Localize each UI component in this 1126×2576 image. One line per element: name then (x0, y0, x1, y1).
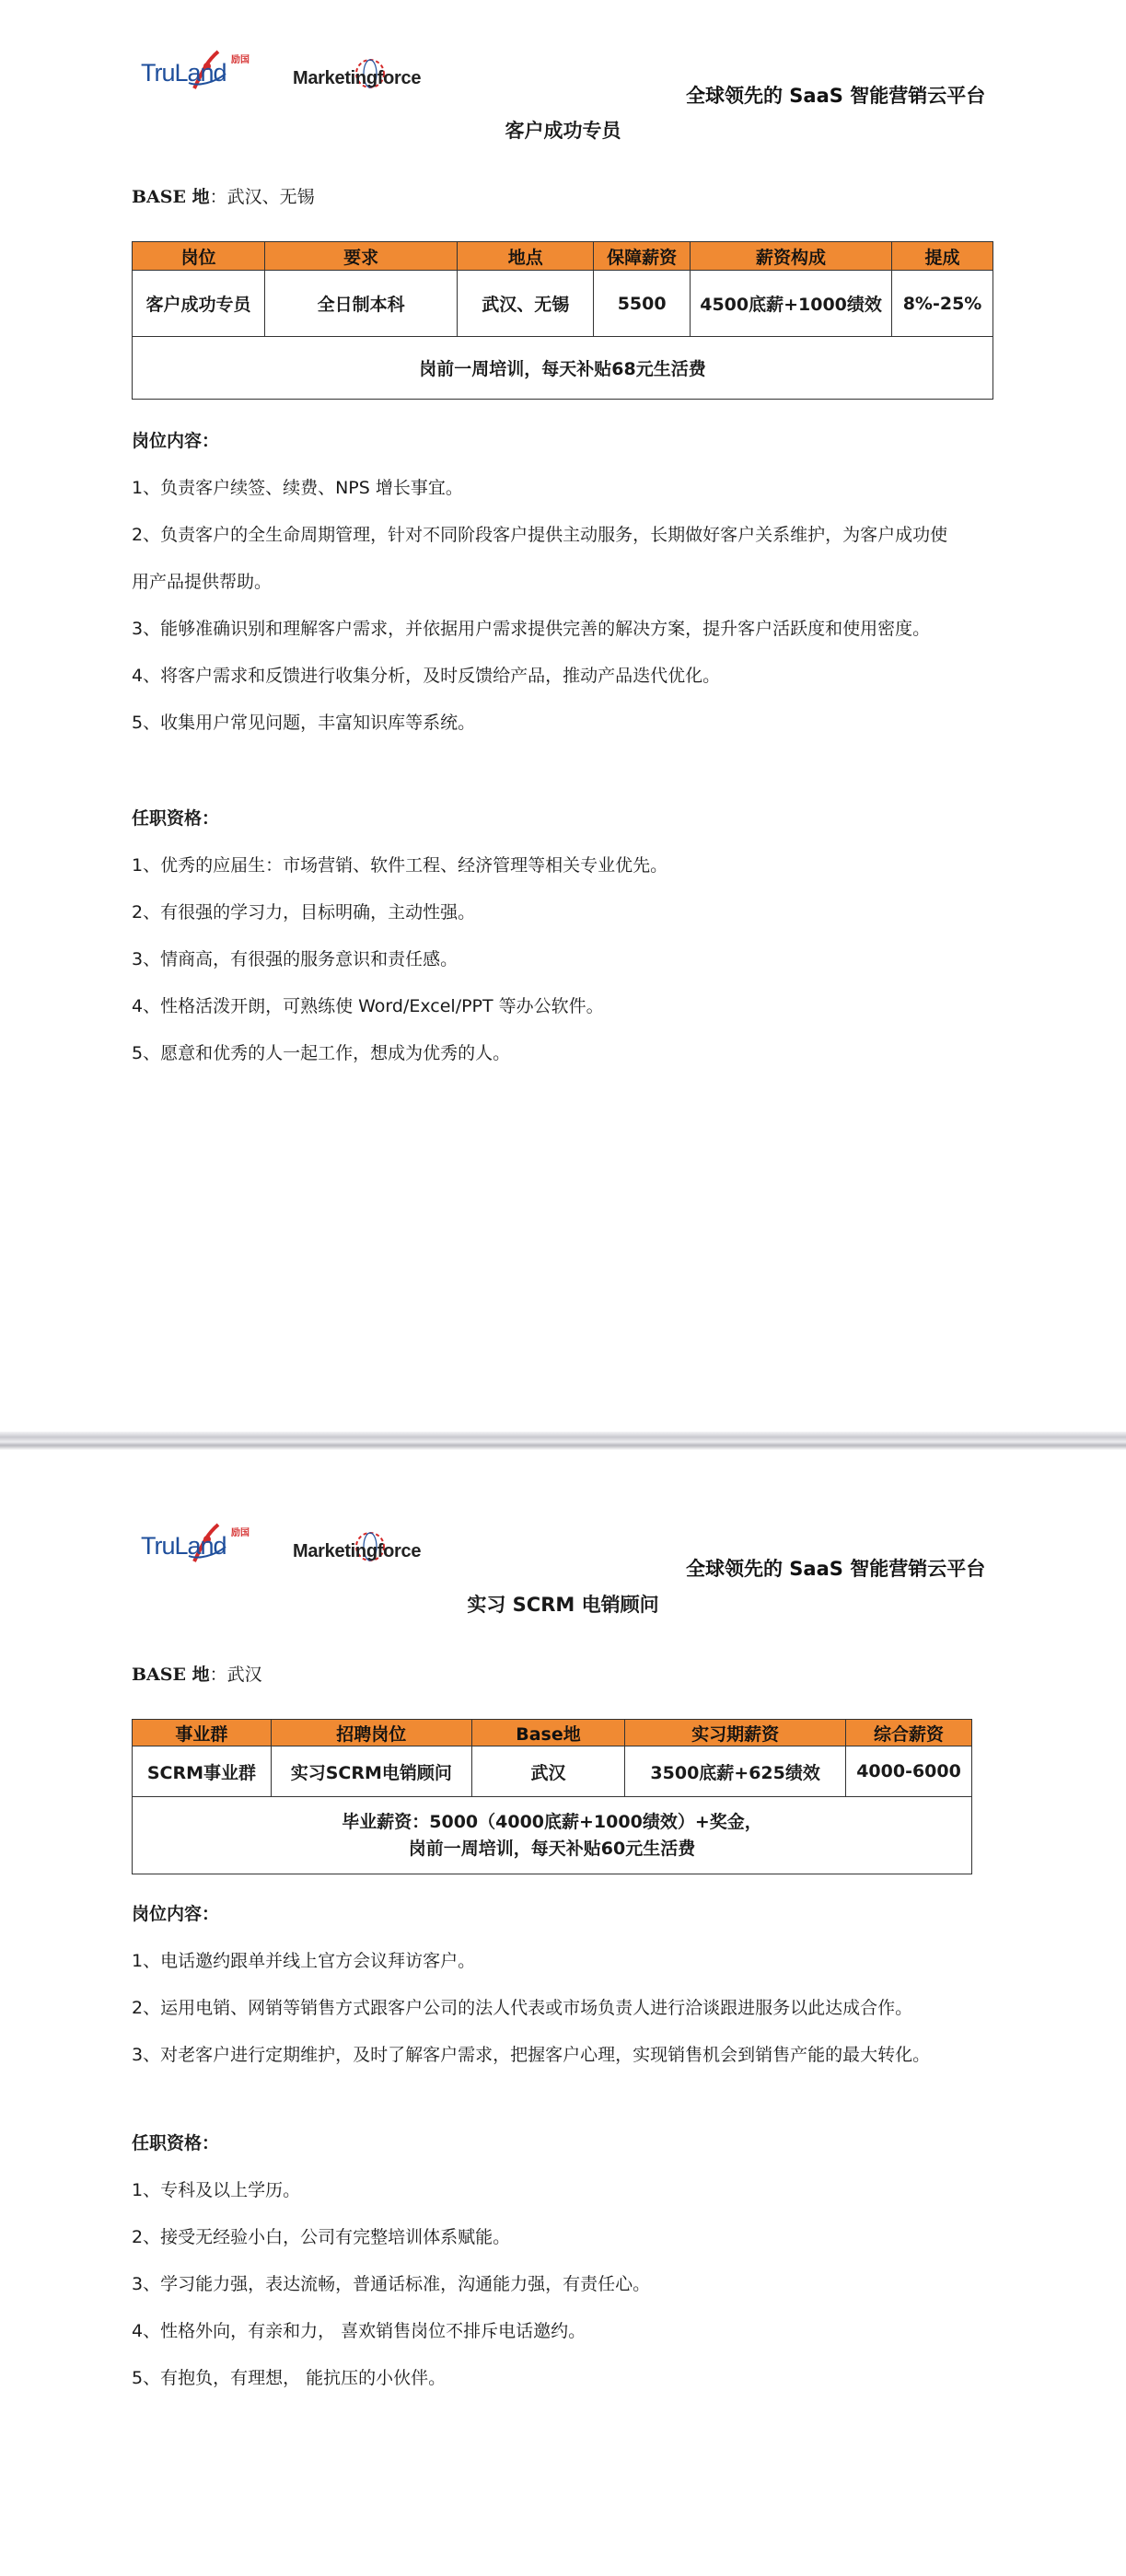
list-item: 4、性格外向，有亲和力， 喜欢销售岗位不排斥电话邀约。 (132, 2321, 586, 2341)
qualifications-heading: 任职资格： (132, 808, 220, 829)
base-value: ：武汉、无锡 (209, 187, 315, 207)
table-header-cell: 实习期薪资 (625, 1720, 846, 1746)
table-header-cell: 岗位 (133, 242, 265, 271)
list-item: 3、情商高，有很强的服务意识和责任感。 (132, 949, 459, 969)
list-item: 3、学习能力强，表达流畅，普通话标准，沟通能力强，有责任心。 (132, 2274, 651, 2294)
list-item: 1、电话邀约跟单并线上官方会议拜访客户。 (132, 1951, 476, 1971)
table-cell: 实习SCRM电销顾问 (271, 1746, 471, 1797)
marketingforce-logo (293, 55, 440, 101)
page-title: 客户成功专员 (505, 120, 621, 142)
page-title: 实习 SCRM 电销顾问 (467, 1594, 659, 1616)
table-header-row (133, 1720, 972, 1746)
table-header-cell: 事业群 (133, 1720, 272, 1746)
list-item: 4、性格活泼开朗，可熟练使 Word/Excel/PPT 等办公软件。 (132, 996, 604, 1016)
job-table (132, 241, 993, 400)
document-page-2 (0, 1450, 1126, 2576)
table-row (133, 271, 993, 337)
table-cell: 武汉 (471, 1746, 625, 1797)
table-cell: 3500底薪+625绩效 (625, 1746, 846, 1797)
table-note-row (133, 1797, 972, 1874)
table-cell: 4500底薪+1000绩效 (691, 271, 892, 337)
trueland-logo-cn: 励国 (231, 1528, 250, 1538)
list-item: 2、运用电销、网销等销售方式跟客户公司的法人代表或市场负责人进行洽谈跟进服务以此达成合作。 (132, 1998, 913, 2018)
table-note-line: 岗前一周培训，每天补贴60元生活费 (408, 1838, 696, 1859)
table-header-cell: 薪资构成 (691, 242, 892, 271)
table-header-cell: 保障薪资 (594, 242, 691, 271)
list-item: 2、有很强的学习力，目标明确，主动性强。 (132, 902, 476, 922)
table-header-row (133, 242, 993, 271)
list-item: 1、负责客户续签、续费、NPS 增长事宜。 (132, 478, 463, 498)
base-location (132, 183, 315, 208)
trueland-logo-cn: 励国 (231, 55, 250, 65)
table-note: 岗前一周培训，每天补贴68元生活费 (133, 337, 993, 400)
table-cell: 8%-25% (892, 271, 993, 337)
marketingforce-logo-text: Marketingforce (293, 68, 422, 88)
base-location (132, 1661, 262, 1686)
list-item: 1、专科及以上学历。 (132, 2180, 301, 2200)
job-table (132, 1719, 972, 1874)
list-item: 1、优秀的应届生：市场营销、软件工程、经济管理等相关专业优先。 (132, 855, 668, 876)
table-note-row (133, 337, 993, 400)
base-value: ：武汉 (209, 1665, 262, 1685)
table-note (133, 1797, 972, 1874)
list-item: 5、有抱负，有理想， 能抗压的小伙伴。 (132, 2368, 447, 2388)
duties-heading: 岗位内容： (132, 431, 220, 451)
list-item: 3、对老客户进行定期维护，及时了解客户需求，把握客户心理，实现销售机会到销售产能的最大转化。 (132, 2045, 931, 2065)
page-divider (0, 1432, 1126, 1450)
list-item: 5、收集用户常见问题，丰富知识库等系统。 (132, 713, 476, 733)
base-label: BASE 地 (132, 1665, 210, 1685)
table-cell: 4000-6000 (846, 1746, 972, 1797)
table-cell: 5500 (594, 271, 691, 337)
trueland-logo (141, 1519, 261, 1565)
table-cell: 武汉、无锡 (458, 271, 594, 337)
table-cell: SCRM事业群 (133, 1746, 272, 1797)
table-cell: 全日制本科 (264, 271, 458, 337)
marketingforce-logo-text: Marketingforce (293, 1541, 422, 1561)
list-item: 2、接受无经验小白，公司有完整培训体系赋能。 (132, 2227, 511, 2247)
table-note-line: 毕业薪资：5000（4000底薪+1000绩效）+奖金， (342, 1811, 762, 1832)
list-item: 5、愿意和优秀的人一起工作，想成为优秀的人。 (132, 1043, 511, 1063)
list-item: 2、负责客户的全生命周期管理，针对不同阶段客户提供主动服务，长期做好客户关系维护，为客户成功使 (132, 525, 948, 545)
base-label: BASE 地 (132, 187, 210, 207)
trueland-logo-text: TruLand (141, 1532, 226, 1560)
table-header-cell: 提成 (892, 242, 993, 271)
duties-heading: 岗位内容： (132, 1904, 220, 1924)
list-item: 4、将客户需求和反馈进行收集分析，及时反馈给产品，推动产品迭代优化。 (132, 666, 721, 686)
slogan: 全球领先的 SaaS 智能营销云平台 (686, 85, 986, 107)
table-header-cell: 招聘岗位 (271, 1720, 471, 1746)
table-cell: 客户成功专员 (133, 271, 265, 337)
table-header-cell: Base地 (471, 1720, 625, 1746)
list-item: 3、能够准确识别和理解客户需求，并依据用户需求提供完善的解决方案，提升客户活跃度和使用密度。 (132, 619, 931, 639)
trueland-logo-text: TruLand (141, 59, 226, 87)
qualifications-heading: 任职资格： (132, 2133, 220, 2153)
table-row (133, 1746, 972, 1797)
table-header-cell: 要求 (264, 242, 458, 271)
list-item: 用产品提供帮助。 (132, 572, 273, 592)
slogan: 全球领先的 SaaS 智能营销云平台 (686, 1558, 986, 1580)
table-header-cell: 地点 (458, 242, 594, 271)
trueland-logo (141, 46, 261, 92)
marketingforce-logo (293, 1528, 440, 1574)
table-header-cell: 综合薪资 (846, 1720, 972, 1746)
